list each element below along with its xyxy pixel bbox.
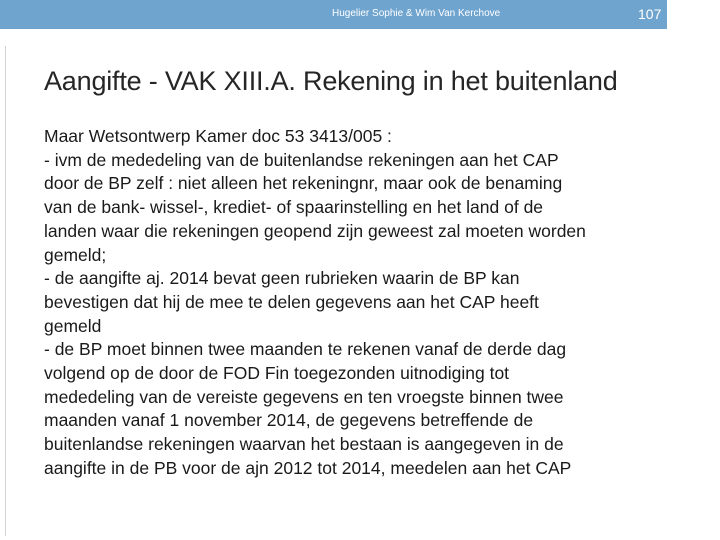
body-line: gemeld; (44, 244, 107, 265)
header-author: Hugelier Sophie & Wim Van Kerchove (332, 8, 501, 19)
body-text (44, 125, 694, 481)
body-line: aangifte in de PB voor de ajn 2012 tot 2014, meedelen aan het CAP (44, 457, 572, 478)
body-line: Maar Wetsontwerp Kamer doc 53 3413/005 : (44, 126, 392, 146)
body-line: landen waar die rekeningen geopend zijn geweest zal moeten worden (44, 220, 586, 241)
slide-title: Aangifte - VAK XIII.A. Rekening in het buitenland (44, 66, 618, 96)
body-line: gemeld (44, 315, 102, 336)
body-line: van de bank- wissel-, krediet- of spaarinstelling en het land of de (44, 197, 544, 218)
left-divider-line (5, 46, 6, 536)
body-line: volgend op de door de FOD Fin toegezonden uitnodiging tot (44, 363, 510, 384)
body-line: maanden vanaf 1 november 2014, de gegevens betreffende de (44, 410, 534, 431)
body-line: mededeling van de vereiste gegevens en ten vroegste binnen twee (44, 386, 564, 407)
body-line: - ivm de mededeling van de buitenlandse rekeningen aan het CAP (44, 149, 559, 170)
body-line: door de BP zelf : niet alleen het rekeningnr, maar ook de benaming (44, 173, 563, 194)
header-bar (0, 0, 667, 29)
body-line: buitenlandse rekeningen waarvan het bestaan is aangegeven in de (44, 434, 564, 455)
body-line: bevestigen dat hij de mee te delen gegevens aan het CAP heeft (44, 291, 539, 312)
body-line: - de aangifte aj. 2014 bevat geen rubrieken waarin de BP kan (44, 268, 520, 289)
body-line: - de BP moet binnen twee maanden te rekenen vanaf de derde dag (44, 339, 567, 360)
page-number: 107 (638, 6, 662, 22)
